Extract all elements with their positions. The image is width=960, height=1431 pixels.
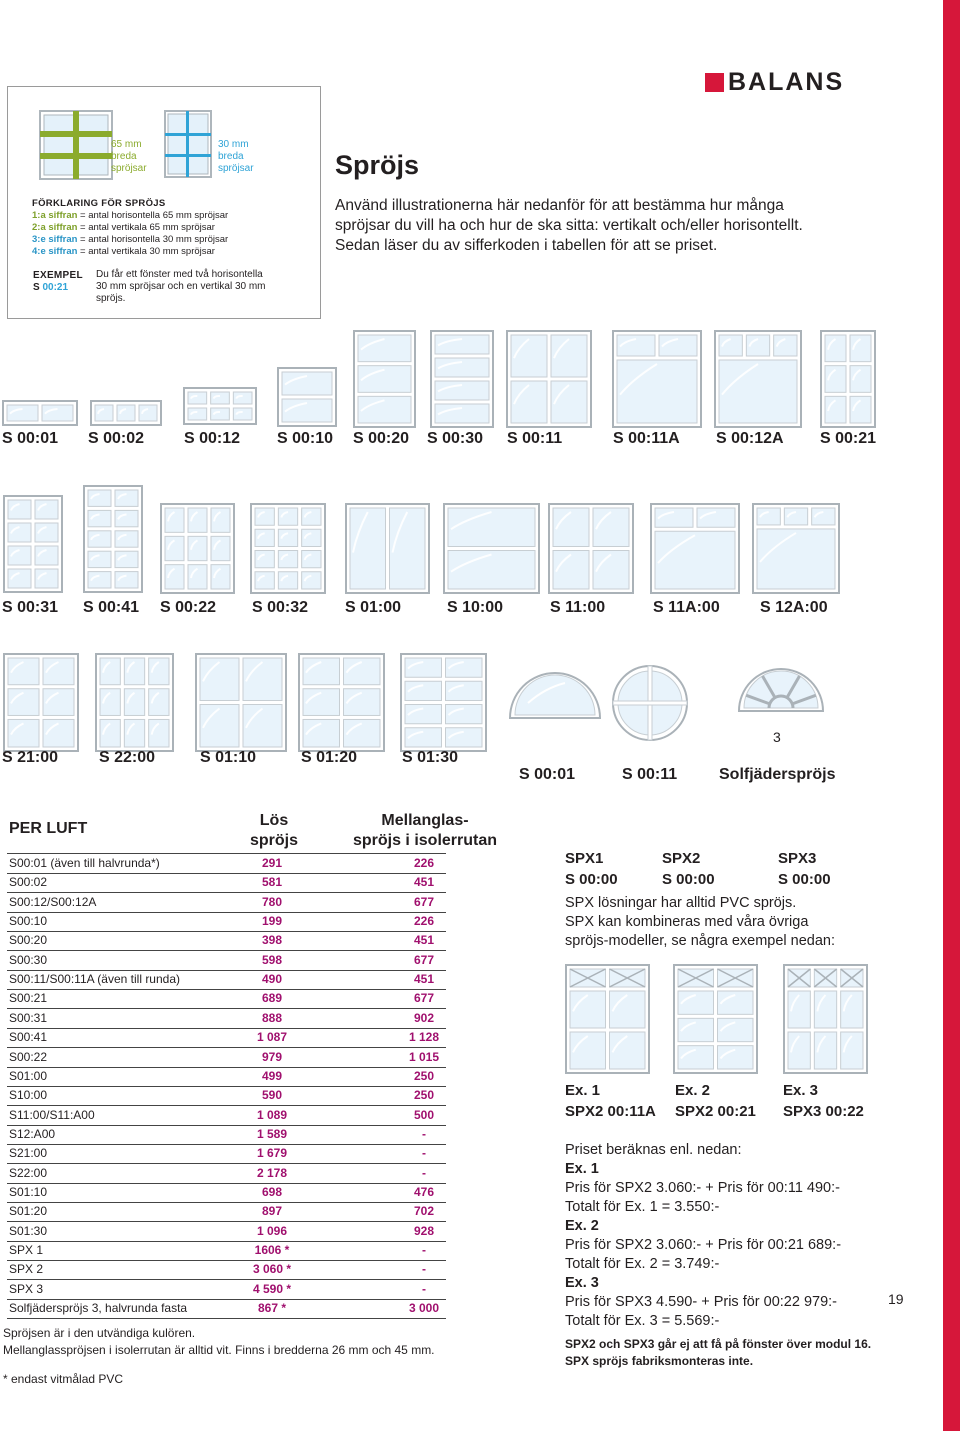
legend-item <box>32 222 228 234</box>
green-label-line: breda <box>111 151 137 162</box>
window-s0032-icon <box>250 503 326 594</box>
price-loose: 1606 * <box>254 1243 290 1257</box>
spx-example-3 <box>783 1080 864 1122</box>
spx-example-1-window-icon <box>565 964 650 1074</box>
window-code-label: S 00:12A <box>716 430 784 447</box>
price-between: 928 <box>413 1223 435 1238</box>
blue-label <box>218 139 254 175</box>
window-code-label: S 12A:00 <box>760 599 828 616</box>
spx-example-1 <box>565 1080 656 1122</box>
spx-calc <box>565 1141 885 1331</box>
table-col-between-line: Mellanglas- <box>381 812 469 829</box>
spx-example-name: Ex. 2 <box>675 1082 711 1099</box>
window-s0021-icon <box>820 330 876 428</box>
row-label: SPX 1 <box>9 1243 44 1257</box>
spx-example-3-window-icon <box>783 964 868 1074</box>
spx-example-code: SPX2 00:21 <box>675 1103 756 1120</box>
row-label: S12:A00 <box>9 1126 56 1141</box>
fan-window-icon <box>737 663 825 715</box>
row-label: S11:00/S11:A00 <box>9 1107 95 1122</box>
window-s0110-icon <box>195 653 287 752</box>
legend-key: 3:e siffran <box>32 234 78 245</box>
window-s12a00-icon <box>752 503 840 594</box>
price-loose: 398 <box>261 933 283 948</box>
price-loose: 490 <box>261 972 283 987</box>
spx-example-2-window-icon <box>673 964 758 1074</box>
window-code-label: S 10:00 <box>447 599 504 616</box>
spx-text-2: SPX kan kombineras med våra övriga spröjs-modeller, se några exempel nedan: <box>565 914 836 949</box>
spx-calc-line: Pris för SPX3 4.590- + Pris för 00:22 979:- <box>565 1294 838 1310</box>
round-window-icon <box>611 664 689 742</box>
intro-text: Använd illustrationerna här nedanför för att bestämma hur många spröjsar du vill ha och hur de ska sitta: vertikalt och/eller horisontellt. Sedan läser du av sifferkoden i tabellen för att se priset. <box>335 197 803 254</box>
window-code-label: S 00:02 <box>88 430 145 447</box>
row-label: S00:02 <box>9 875 48 890</box>
table-col-between <box>347 811 503 851</box>
row-label: S00:41 <box>9 1030 48 1045</box>
price-loose: 1 589 <box>256 1126 288 1141</box>
legend-text: = antal vertikala 30 mm spröjsar <box>80 246 215 257</box>
spx-foot-2: SPX spröjs fabriksmonteras inte. <box>565 1354 754 1368</box>
price-between: 3 000 <box>408 1301 440 1316</box>
example-code-prefix: S <box>33 282 43 293</box>
table-row <box>7 970 446 990</box>
table-row <box>7 1202 446 1222</box>
page-title: Spröjs <box>335 150 420 180</box>
price-between: 500 <box>413 1107 435 1122</box>
price-between: 250 <box>413 1088 435 1103</box>
spx2-head <box>662 848 715 890</box>
window-s0022-icon <box>160 503 235 594</box>
brand-name: BALANS <box>728 68 845 96</box>
table-row <box>7 931 446 951</box>
price-between: 451 <box>413 933 435 948</box>
window-code-label: S 00:11 <box>622 766 678 783</box>
spx-example-name: Ex. 1 <box>565 1082 601 1099</box>
window-code-label: S 22:00 <box>99 749 156 766</box>
spx-calc-intro: Priset beräknas enl. nedan: <box>565 1142 742 1158</box>
legend-item <box>32 234 228 246</box>
spx-calc-line: Pris för SPX2 3.060:- + Pris för 00:11 490:- <box>565 1180 840 1196</box>
spx-example-code: SPX3 00:22 <box>783 1103 864 1120</box>
window-s0010-icon <box>277 367 337 427</box>
row-label: SPX 2 <box>9 1262 44 1277</box>
price-loose: 1 087 <box>256 1030 288 1045</box>
window-code-label: S 11:00 <box>550 599 606 616</box>
blue-label-line: breda <box>218 151 244 162</box>
row-label: SPX 3 <box>9 1281 44 1296</box>
window-code-label: S 00:10 <box>277 430 334 447</box>
price-between: - <box>422 1262 426 1277</box>
brand-logo <box>705 70 844 95</box>
green-window-icon <box>38 109 114 181</box>
row-label: S01:10 <box>9 1184 48 1199</box>
legend-text: = antal vertikala 65 mm spröjsar <box>80 222 215 233</box>
window-s2200-icon <box>95 653 174 752</box>
blue-label-line: 30 mm <box>218 139 249 150</box>
price-loose: 689 <box>261 991 283 1006</box>
table-row <box>7 1183 446 1203</box>
table-note: Mellanglasspröjsen i isolerrutan är alltid vit. Finns i bredderna 26 mm och 45 mm. <box>3 1343 435 1357</box>
price-loose: 1 089 <box>256 1107 288 1122</box>
row-label: S00:31 <box>9 1010 48 1025</box>
half-round-window-icon <box>508 667 602 722</box>
price-between: 451 <box>413 875 435 890</box>
spx-name: SPX1 <box>565 850 604 867</box>
table-row <box>7 1125 446 1145</box>
window-code-label: S 01:20 <box>301 749 358 766</box>
price-loose: 2 178 <box>256 1165 288 1180</box>
table-row <box>7 1280 446 1300</box>
window-s0120-icon <box>298 653 385 752</box>
price-loose: 598 <box>261 952 283 967</box>
price-loose: 780 <box>261 894 283 909</box>
window-code-label: S 00:22 <box>160 599 217 616</box>
example-label: EXEMPEL <box>33 270 83 281</box>
table-col-label: PER LUFT <box>9 820 88 837</box>
window-s0012a-icon <box>714 330 802 428</box>
window-code-label: S 00:12 <box>184 430 241 447</box>
table-row <box>7 873 446 893</box>
price-loose: 888 <box>261 1010 283 1025</box>
green-label <box>111 139 147 175</box>
window-code-label: S 00:01 <box>519 766 576 783</box>
window-code-label: Solfjäderspröjs <box>719 766 836 783</box>
row-label: S21:00 <box>9 1146 48 1161</box>
spx-code: S 00:00 <box>565 871 618 888</box>
window-s2100-icon <box>3 653 79 752</box>
price-loose: 867 * <box>257 1301 287 1316</box>
row-label: S00:10 <box>9 914 48 929</box>
table-row <box>7 1086 446 1106</box>
price-between: - <box>422 1146 426 1161</box>
window-s0030-icon <box>430 330 494 428</box>
page-number: 19 <box>888 1291 904 1307</box>
window-code-label: S 21:00 <box>2 749 59 766</box>
green-label-line: spröjsar <box>111 163 147 174</box>
table-notes <box>3 1325 435 1359</box>
blue-window-icon <box>163 109 213 179</box>
red-edge-bar <box>943 0 960 1431</box>
window-code-label: S 01:00 <box>345 599 402 616</box>
table-row <box>7 1164 446 1184</box>
legend-text: = antal horisontella 65 mm spröjsar <box>80 210 229 221</box>
spx-example-2 <box>675 1080 756 1122</box>
row-label: S00:11/S00:11A (även till runda) <box>9 972 180 987</box>
legend-key: 4:e siffran <box>32 246 78 257</box>
blue-label-line: spröjsar <box>218 163 254 174</box>
price-between: 250 <box>413 1068 435 1083</box>
window-s0012-icon <box>183 387 257 425</box>
table-row <box>7 1009 446 1029</box>
window-s0020-icon <box>353 330 416 428</box>
table-row <box>7 1260 446 1280</box>
row-label: S00:22 <box>9 1049 48 1064</box>
spx-calc-line: Totalt för Ex. 1 = 3.550:- <box>565 1199 720 1215</box>
window-s1100-icon <box>548 503 634 594</box>
spx-example-code: SPX2 00:11A <box>565 1103 656 1120</box>
window-s0001-icon <box>2 400 78 426</box>
table-col-loose-line: Lös <box>259 812 289 829</box>
row-label: S00:21 <box>9 991 48 1006</box>
row-label: S00:12/S00:12A <box>9 894 97 909</box>
price-loose: 979 <box>261 1049 283 1064</box>
table-row <box>7 1048 446 1068</box>
price-between: 677 <box>413 952 435 967</box>
price-between: 226 <box>413 856 435 870</box>
price-between: 451 <box>413 972 435 987</box>
price-between: 702 <box>413 1204 435 1219</box>
price-loose: 199 <box>261 914 283 929</box>
price-between: - <box>422 1165 426 1180</box>
table-row <box>7 854 446 874</box>
spx3-head <box>778 848 831 890</box>
spx-calc-line: Pris för SPX2 3.060:- + Pris för 00:21 689:- <box>565 1237 842 1253</box>
price-loose: 581 <box>261 875 283 890</box>
table-row <box>7 1299 446 1319</box>
table-col-loose-line: spröjs <box>249 832 298 849</box>
window-code-label: S 00:11 <box>507 430 563 447</box>
window-s0011-icon <box>506 330 592 428</box>
spx-name: SPX2 <box>662 850 701 867</box>
price-between: 1 015 <box>408 1049 440 1064</box>
row-label: S00:20 <box>9 933 48 948</box>
example-description: Du får ett fönster med två horisontella 30 mm spröjsar och en vertikal 30 mm spröjs. <box>96 269 266 304</box>
price-between: - <box>422 1281 426 1296</box>
example-code <box>33 282 68 294</box>
legend-key: 1:a siffran <box>32 210 78 221</box>
fan-number-label: 3 <box>773 729 781 745</box>
spx-calc-head: Ex. 1 <box>565 1161 599 1177</box>
window-s11a00-icon <box>650 503 740 594</box>
table-row <box>7 1028 446 1048</box>
green-label-line: 65 mm <box>111 139 142 150</box>
spx-calc-line: Totalt för Ex. 2 = 3.749:- <box>565 1256 720 1272</box>
window-s0041-icon <box>83 485 143 593</box>
price-loose: 1 096 <box>256 1223 288 1238</box>
price-loose: 4 590 * <box>252 1281 292 1296</box>
price-loose: 499 <box>261 1068 283 1083</box>
window-code-label: S 00:20 <box>353 430 410 447</box>
legend-text: = antal horisontella 30 mm spröjsar <box>80 234 229 245</box>
window-code-label: S 00:31 <box>2 599 59 616</box>
price-loose: 291 <box>261 856 283 870</box>
price-between: - <box>422 1126 426 1141</box>
legend-title: FÖRKLARING FÖR SPRÖJS <box>32 198 166 209</box>
window-code-label: S 01:10 <box>200 749 257 766</box>
table-row <box>7 989 446 1009</box>
table-col-loose <box>244 811 304 851</box>
window-code-label: S 01:30 <box>402 749 459 766</box>
price-loose: 698 <box>261 1184 283 1199</box>
row-label: Solfjäderspröjs 3, halvrunda fasta <box>9 1301 188 1316</box>
window-code-label: S 00:41 <box>83 599 140 616</box>
window-code-label: S 11A:00 <box>653 599 720 616</box>
price-loose: 1 679 <box>256 1146 288 1161</box>
row-label: S10:00 <box>9 1088 48 1103</box>
price-between: - <box>422 1243 426 1257</box>
table-row <box>7 1144 446 1164</box>
table-footnote: * endast vitmålad PVC <box>3 1372 124 1386</box>
example-code-digits: 00:21 <box>42 282 69 293</box>
spx1-head <box>565 848 618 890</box>
spx-name: SPX3 <box>778 850 817 867</box>
table-row <box>7 951 446 971</box>
table-col-between-line: spröjs i isolerrutan <box>352 832 498 849</box>
table-row <box>7 1067 446 1087</box>
spx-calc-head: Ex. 3 <box>565 1275 599 1291</box>
price-between: 476 <box>413 1184 435 1199</box>
window-s0130-icon <box>400 653 487 752</box>
price-between: 677 <box>413 894 435 909</box>
table-row <box>7 1106 446 1126</box>
price-between: 226 <box>413 914 435 929</box>
legend-item <box>32 246 228 258</box>
row-label: S01:20 <box>9 1204 48 1219</box>
price-loose: 897 <box>261 1204 283 1219</box>
row-label: S00:30 <box>9 952 48 967</box>
legend-item <box>32 210 228 222</box>
spx-example-name: Ex. 3 <box>783 1082 819 1099</box>
window-code-label: S 00:01 <box>2 430 59 447</box>
price-between: 902 <box>413 1010 435 1025</box>
window-s0002-icon <box>90 400 162 426</box>
row-label: S01:00 <box>9 1068 48 1083</box>
window-s0011a-icon <box>612 330 702 428</box>
spx-calc-head: Ex. 2 <box>565 1218 599 1234</box>
spx-foot-1: SPX2 och SPX3 går ej att få på fönster över modul 16. <box>565 1337 872 1351</box>
price-between: 1 128 <box>408 1030 440 1045</box>
row-label: S22:00 <box>9 1165 48 1180</box>
table-row <box>7 1222 446 1242</box>
legend-key: 2:a siffran <box>32 222 78 233</box>
window-code-label: S 00:32 <box>252 599 309 616</box>
price-loose: 3 060 * <box>252 1262 292 1277</box>
spx-text-1: SPX lösningar har alltid PVC spröjs. <box>565 895 797 911</box>
row-label: S00:01 (även till halvrunda*) <box>9 856 160 870</box>
legend-list <box>32 198 228 258</box>
window-s1000-icon <box>443 503 540 594</box>
window-code-label: S 00:21 <box>820 430 877 447</box>
window-s0031-icon <box>3 495 63 593</box>
table-row <box>7 912 446 932</box>
table-note: Spröjsen är i den utvändiga kulören. <box>3 1326 196 1340</box>
spx-calc-line: Totalt för Ex. 3 = 5.569:- <box>565 1313 720 1329</box>
logo-square-icon <box>705 73 724 92</box>
window-s0100-icon <box>345 503 430 594</box>
price-between: 677 <box>413 991 435 1006</box>
row-label: S01:30 <box>9 1223 48 1238</box>
table-row <box>7 893 446 913</box>
window-code-label: S 00:30 <box>427 430 484 447</box>
window-code-label: S 00:11A <box>613 430 680 447</box>
price-loose: 590 <box>261 1088 283 1103</box>
spx-code: S 00:00 <box>662 871 715 888</box>
spx-code: S 00:00 <box>778 871 831 888</box>
table-row <box>7 1241 446 1261</box>
